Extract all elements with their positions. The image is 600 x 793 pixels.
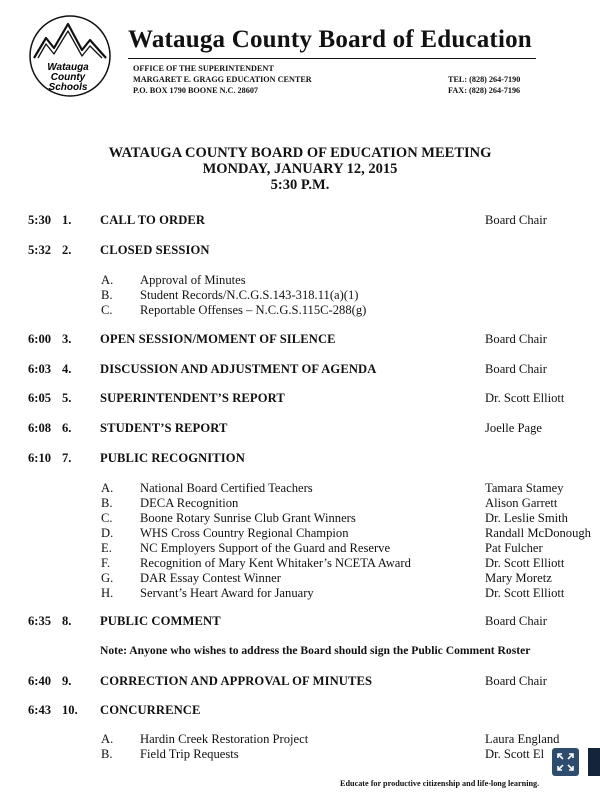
subitem-letter: D. [101,526,114,540]
subitem-letter: A. [101,481,114,495]
subitem-letter: H. [101,586,114,600]
meeting-date: MONDAY, JANUARY 12, 2015 [202,161,398,177]
subitem-presenter: Pat Fulcher [485,541,543,555]
item-title: CORRECTION AND APPROVAL OF MINUTES [100,674,373,688]
item-title: CLOSED SESSION [100,243,210,257]
item-number: 7. [62,451,72,465]
item-presenter: Board Chair [485,614,547,628]
item-number: 2. [62,243,72,257]
office-line: P.O. BOX 1790 BOONE N.C. 28607 [133,86,259,95]
subitem-text: Reportable Offenses – N.C.G.S.115C-288(g) [140,303,367,317]
subitem-text: WHS Cross Country Regional Champion [140,526,349,540]
district-logo [28,14,112,98]
subitem-text: Student Records/N.C.G.S.143-318.11(a)(1) [140,288,359,302]
telephone: TEL: (828) 264-7190 [448,75,521,84]
item-title: OPEN SESSION/MOMENT OF SILENCE [100,332,336,346]
item-time: 6:00 [28,332,52,346]
subitem-letter: E. [101,541,112,555]
logo-line-2: County [50,72,86,83]
meeting-title: WATAUGA COUNTY BOARD OF EDUCATION MEETING [108,145,492,161]
subitem-presenter: Dr. Scott Elliott [485,586,565,600]
meeting-heading [0,145,600,193]
item-presenter: Dr. Scott Elliott [485,391,565,405]
subitem-presenter: Dr. Leslie Smith [485,511,568,525]
item-presenter: Board Chair [485,362,547,376]
item-time: 5:30 [28,213,52,227]
subitem-letter: B. [101,288,113,302]
subitem-letter: F. [101,556,111,570]
subitem-text: Servant’s Heart Award for January [140,586,314,600]
subitem-presenter: Alison Garrett [485,496,558,510]
subitem-letter: G. [101,571,114,585]
item-title: PUBLIC RECOGNITION [100,451,245,465]
item-time: 6:35 [28,614,52,628]
item-time: 6:05 [28,391,52,405]
fullscreen-button[interactable] [552,748,579,776]
subitem-text: National Board Certified Teachers [140,481,313,495]
item-presenter: Joelle Page [485,421,543,435]
subitem-presenter: Laura England [485,732,560,746]
subitem-text: Field Trip Requests [140,747,239,761]
subitem-letter: A. [101,273,114,287]
subitem-text: DECA Recognition [140,496,239,510]
public-comment-note: Note: Anyone who wishes to address the Board should sign the Public Comment Roster [100,644,531,657]
logo-line-3: Schools [48,82,88,93]
office-address [133,63,312,96]
item-title: PUBLIC COMMENT [100,614,221,628]
organization-name: Watauga County Board of Education [128,26,532,53]
item-presenter: Board Chair [485,213,547,227]
item-presenter: Board Chair [485,332,547,346]
subitem-text: Approval of Minutes [140,273,246,287]
subitem-letter: B. [101,747,113,761]
letterhead-divider [128,58,536,59]
item-number: 1. [62,213,72,227]
item-number: 4. [62,362,72,376]
item-time: 6:40 [28,674,52,688]
item-title: SUPERINTENDENT’S REPORT [100,391,285,405]
meeting-time: 5:30 P.M. [270,177,330,193]
item-time: 6:43 [28,703,52,717]
side-panel-handle[interactable] [588,748,600,776]
item-title: CONCURRENCE [100,703,201,717]
contact-numbers [448,74,520,96]
expand-icon [552,748,579,776]
item-number: 10. [62,703,78,717]
subitem-text: Hardin Creek Restoration Project [140,732,309,746]
logo-line-1: Watauga [47,62,89,73]
item-title: CALL TO ORDER [100,213,206,227]
subitem-letter: C. [101,303,113,317]
footer-motto: Educate for productive citizenship and life-long learning. [340,779,540,788]
subitem-presenter: Dr. Scott Elliott [485,556,565,570]
subitem-text: Boone Rotary Sunrise Club Grant Winners [140,511,356,525]
item-time: 6:10 [28,451,52,465]
subitem-letter: C. [101,511,113,525]
item-time: 5:32 [28,243,52,257]
subitem-text: Recognition of Mary Kent Whitaker’s NCETA Award [140,556,411,570]
subitem-text: DAR Essay Contest Winner [140,571,281,585]
item-title: STUDENT’S REPORT [100,421,228,435]
subitem-presenter: Dr. Scott El [485,747,545,761]
fax: FAX: (828) 264-7196 [448,86,521,95]
item-number: 9. [62,674,72,688]
office-line: MARGARET E. GRAGG EDUCATION CENTER [133,75,312,84]
subitem-presenter: Randall McDonough [485,526,591,540]
item-title: DISCUSSION AND ADJUSTMENT OF AGENDA [100,362,377,376]
item-time: 6:08 [28,421,52,435]
subitem-presenter: Tamara Stamey [485,481,564,495]
item-number: 8. [62,614,72,628]
item-time: 6:03 [28,362,52,376]
item-number: 3. [62,332,72,346]
item-number: 5. [62,391,72,405]
subitem-letter: B. [101,496,113,510]
office-line: OFFICE OF THE SUPERINTENDENT [133,64,274,73]
subitem-presenter: Mary Moretz [485,571,552,585]
subitem-text: NC Employers Support of the Guard and Reserve [140,541,391,555]
item-presenter: Board Chair [485,674,547,688]
item-number: 6. [62,421,72,435]
subitem-letter: A. [101,732,114,746]
